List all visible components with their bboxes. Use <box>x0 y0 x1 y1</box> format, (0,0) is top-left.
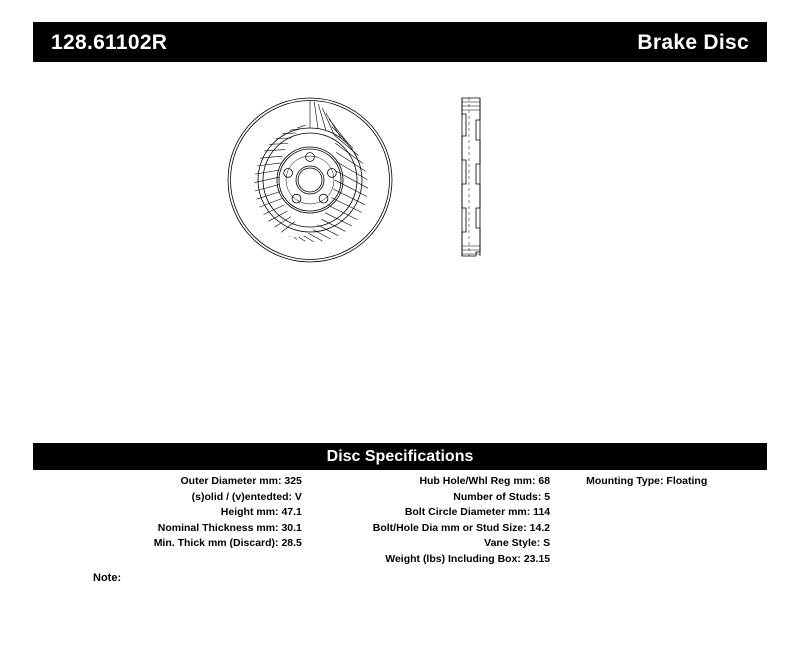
spec-line: Weight (lbs) Including Box: 23.15 <box>385 552 551 565</box>
disc-face-view <box>228 98 392 262</box>
header-bar <box>33 22 767 62</box>
spec-section-title: Disc Specifications <box>326 447 474 465</box>
brake-disc-drawing <box>190 80 610 280</box>
spec-line: Vane Style: S <box>484 537 551 549</box>
spec-line: Mounting Type: Floating <box>586 475 708 487</box>
spec-column-right <box>554 474 767 567</box>
drawing-area <box>33 80 767 420</box>
spec-line: Outer Diameter mm: 325 <box>180 475 302 487</box>
spec-line: Hub Hole/Whl Reg mm: 68 <box>419 475 551 487</box>
spec-line: Min. Thick mm (Discard): 28.5 <box>153 537 302 549</box>
disc-side-view <box>462 98 480 256</box>
spec-line: (s)olid / (v)entedted: V <box>191 490 302 503</box>
page-title: Brake Disc <box>637 30 749 54</box>
spec-line: Bolt Circle Diameter mm: 114 <box>404 506 551 518</box>
spec-column-left <box>33 474 312 567</box>
spec-line: Bolt/Hole Dia mm or Stud Size: 14.2 <box>372 521 551 534</box>
part-number: 128.61102R <box>51 30 168 54</box>
note-label: Note: <box>93 572 122 584</box>
spec-line: Nominal Thickness mm: 30.1 <box>157 521 302 534</box>
spec-column-middle <box>312 474 554 567</box>
spec-line: Height mm: 47.1 <box>220 506 302 518</box>
spec-line: Number of Studs: 5 <box>453 490 551 503</box>
spec-columns <box>33 474 767 567</box>
spec-section-header <box>33 443 767 470</box>
